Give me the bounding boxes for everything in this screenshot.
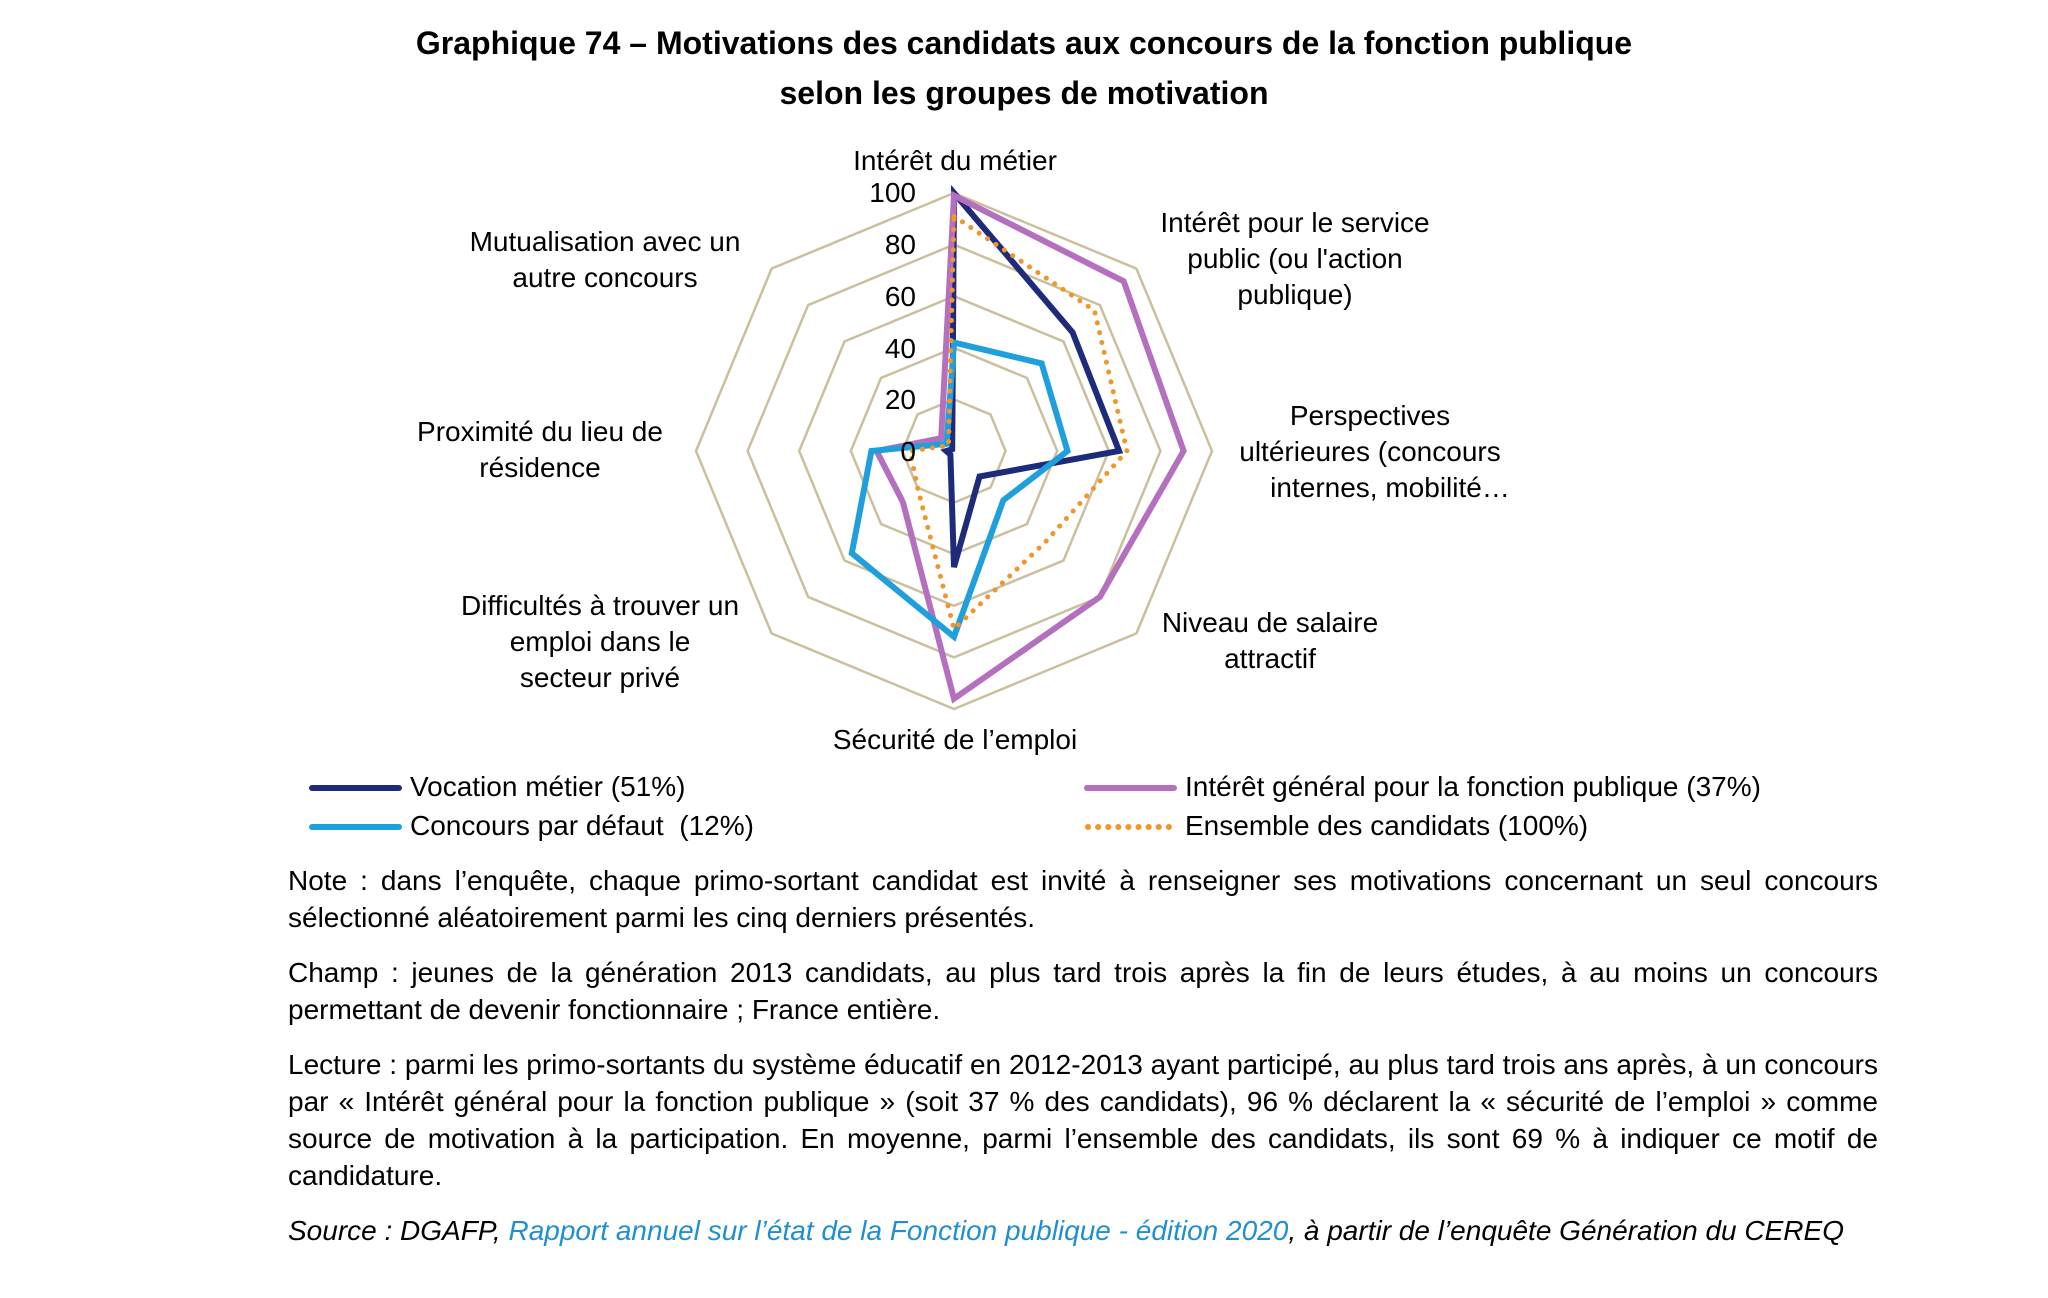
tick-label-40: 40 [884, 333, 916, 364]
axis-label-perspectives: Perspectives ultérieures (concours internes, mobilité… [1239, 400, 1510, 503]
source-paragraph [288, 1212, 1878, 1249]
legend-label-interet-general: Intérêt général pour la fonction publique (37%) [1185, 771, 1761, 802]
axis-label-interet-metier: Intérêt du métier [853, 145, 1057, 176]
lecture-paragraph: Lecture : parmi les primo-sortants du système éducatif en 2012-2013 ayant participé, au plus tard trois ans après, à un concours par « Intérêt général pour la fonction publique » (soit 37 % des candidats), 96 % déclarent la « sécurité de l’emploi » comme source de motivation à la participation. En moyenne, parmi l’ensemble des candidats, ils sont 69 % à indiquer ce motif de candidature. [288, 1049, 1878, 1191]
source-prefix: Source : DGAFP, [288, 1215, 509, 1246]
legend-label-concours-defaut: Concours par défaut (12%) [410, 810, 754, 841]
legend [0, 768, 2048, 848]
tick-label-100: 100 [869, 177, 916, 208]
axis-label-salaire: Niveau de salaire attractif [1161, 607, 1379, 674]
chart-title-line-2: selon les groupes de motivation [779, 75, 1269, 111]
source-suffix: , à partir de l’enquête Génération du CEREQ [1288, 1215, 1844, 1246]
axis-label-securite-emploi: Sécurité de l’emploi [832, 724, 1078, 755]
champ-paragraph: Champ : jeunes de la génération 2013 candidats, au plus tard trois après la fin de leurs études, à au moins un concours permettant de devenir fonctionnaire ; France entière. [288, 957, 1878, 1025]
legend-swatch-concours-defaut [308, 821, 403, 833]
source-report-link[interactable]: Rapport annuel sur l’état de la Fonction publique - édition 2020 [508, 1215, 1289, 1246]
legend-swatch-vocation [308, 782, 403, 794]
tick-label-0: 0 [900, 436, 916, 467]
note-paragraph: Note : dans l’enquête, chaque primo-sortant candidat est invité à renseigner ses motivations concernant un seul concours sélectionné aléatoirement parmi les cinq derniers présentés. [288, 865, 1878, 933]
axis-label-service-public: Intérêt pour le service public (ou l'action publique) [1160, 207, 1430, 310]
chart-title-line-1: Graphique 74 – Motivations des candidats aux concours de la fonction publique [415, 25, 1633, 61]
tick-label-80: 80 [884, 229, 916, 260]
tick-label-20: 20 [884, 384, 916, 415]
tick-label-60: 60 [884, 281, 916, 312]
notes-block [288, 862, 1878, 1267]
legend-swatch-interet-general [1083, 782, 1178, 794]
axis-label-mutualisation: Mutualisation avec un autre concours [469, 226, 741, 293]
axis-label-difficultes-prive: Difficultés à trouver un emploi dans le secteur privé [460, 590, 740, 693]
legend-label-ensemble: Ensemble des candidats (100%) [1185, 810, 1589, 841]
legend-label-vocation: Vocation métier (51%) [410, 771, 686, 802]
legend-swatch-ensemble [1083, 821, 1178, 833]
axis-label-proximite: Proximité du lieu de résidence [417, 416, 663, 483]
